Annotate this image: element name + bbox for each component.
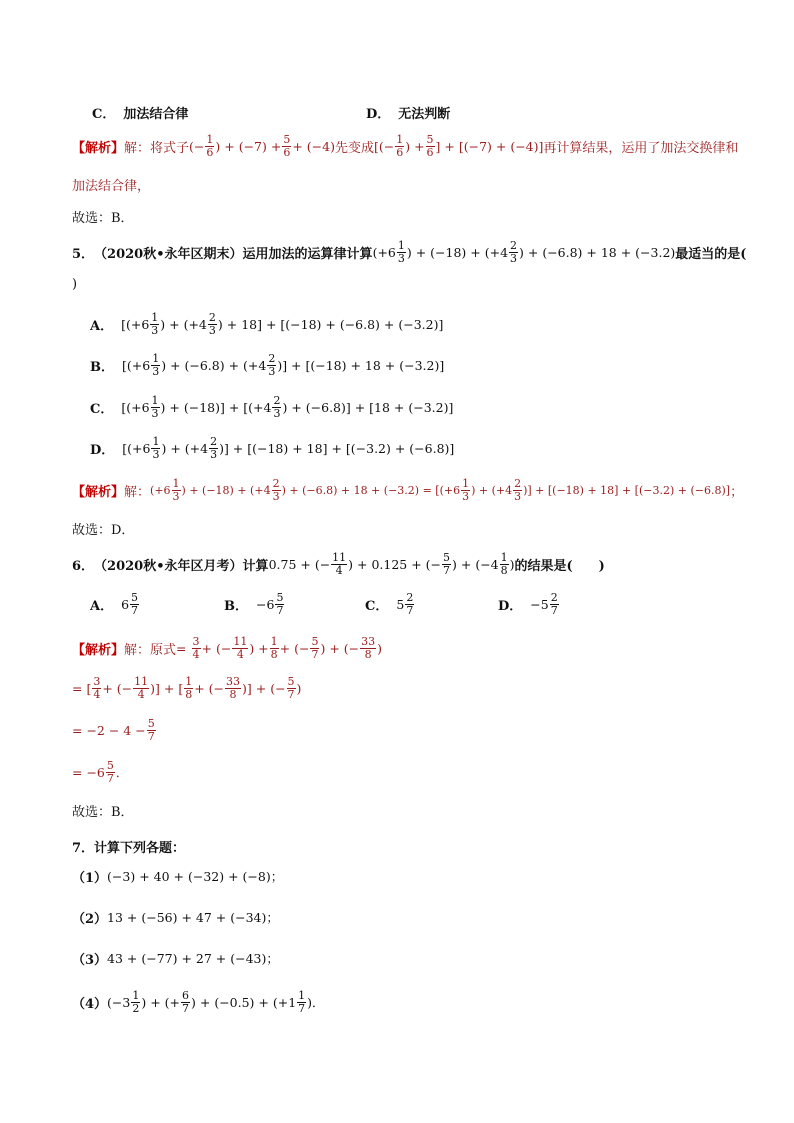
q4-analysis-expr2: [(− $\frac{1}{6}$ ) + $\frac{5}{6}$ ] + [(−7) + (−4)] (373, 132, 544, 159)
q6-option-b-label: B． (224, 598, 248, 614)
q4-analysis-suffix: 再计算结果，运用了加法交换律和 (543, 140, 739, 156)
q6-stem-text: 计算 (242, 558, 269, 574)
q4-analysis-line1 (72, 126, 738, 166)
q6-stem (72, 544, 605, 584)
q5-option-c-expr: [(+6 $\frac{1}{3}$ ) + (−18)] + [(+4 $\frac{2}{3}$ ) + (−6.8)] + [18 + (−3.2)] (121, 393, 454, 420)
q6-analysis-tag: 【解析】 (72, 642, 125, 658)
q7-item-4 (72, 982, 325, 1022)
q4-analysis-mid: 先变成 (334, 140, 374, 156)
q7-item-4-expr: (−3 $\frac{1}{2}$ ) + (+ $\frac{6}{7}$ ) + (−0.5) + (+1 $\frac{1}{7}$ )． (107, 988, 325, 1015)
q6-analysis-line4 (72, 752, 128, 792)
q6-source: （2020秋•永年区月考） (94, 558, 243, 574)
q6-stem-expr: 0.75 + (− $\frac{11}{4}$ ) + 0.125 + (− $\frac{5}{7}$ ) + (−4 $\frac{1}{8}$ ) (268, 550, 515, 577)
q6-option-c-value: 5 $\frac{2}{7}$ (396, 590, 414, 617)
q5-option-b-expr: [(+6 $\frac{1}{3}$ ) + (−6.8) + (+4 $\frac{2}{3}$ )] + [(−18) + 18 + (−3.2)] (122, 351, 445, 378)
q5-stem (72, 232, 746, 272)
q6-option-d-value: −5 $\frac{2}{7}$ (530, 590, 558, 617)
q5-option-b (90, 345, 444, 385)
q5-option-a-label: A． (90, 318, 114, 334)
q7-item-3-label: （3） (72, 952, 108, 968)
q5-option-c-label: C． (90, 401, 114, 417)
q5-source: （2020秋•永年区期末） (94, 246, 243, 262)
q4-option-c-text: 加法结合律 (123, 106, 189, 122)
q5-analysis-expr: (+6 $\frac{1}{3}$ ) + (−18) + (+4 $\frac{2}{3}$ ) + (−6.8) + 18 + (−3.2) = [(+6 $\frac{1}{3}$ ) + (+4 $\frac{2}{3}$ )] + [(−18) + 18] + [(−3.2) + (−6.8)] (150, 476, 731, 503)
q6-analysis-expr1: = $\frac{3}{4}$ + (− $\frac{11}{4}$ ) + $\frac{1}{8}$ + (− $\frac{5}{7}$ ) + (− $\frac{33}{8}$ ) (176, 634, 383, 661)
q6-option-b (224, 584, 285, 624)
q4-option-d-text: 无法判断 (398, 106, 451, 122)
q6-analysis-line3 (72, 710, 157, 750)
q5-option-a (90, 304, 443, 344)
q6-option-c-label: C． (365, 598, 389, 614)
q6-analysis-expr3: = −2 − 4 − $\frac{5}{7}$ (72, 716, 155, 743)
q7-item-3-expr: 43 + (−77) + 27 + (−43)； (107, 951, 279, 966)
q7-item-1 (72, 856, 283, 896)
q7-item-4-label: （4） (72, 996, 108, 1012)
q5-stem-text: 运用加法的运算律计算 (242, 246, 373, 262)
q6-analysis-line2 (72, 668, 301, 708)
q5-option-d-label: D． (90, 442, 115, 458)
q5-option-d-expr: [(+6 $\frac{1}{3}$ ) + (+4 $\frac{2}{3}$ )] + [(−18) + 18] + [(−3.2) + (−6.8)] (122, 434, 455, 461)
q4-analysis-expr1: (− $\frac{1}{6}$ ) + (−7) + $\frac{5}{6}$ + (−4) (189, 132, 335, 159)
q6-answer-text: 故选：B． (72, 804, 134, 820)
q6-stem-end: 的结果是( ) (514, 558, 605, 574)
q4-analysis-line2-text: 加法结合律， (72, 178, 151, 194)
q6-option-a (90, 584, 140, 624)
q5-answer (72, 508, 134, 548)
q5-stem-close-text: ) (72, 276, 78, 292)
q6-option-d-label: D． (498, 598, 523, 614)
q6-analysis-line1 (72, 628, 382, 668)
q5-option-a-expr: [(+6 $\frac{1}{3}$ ) + (+4 $\frac{2}{3}$ ) + 18] + [(−18) + (−6.8) + (−3.2)] (121, 310, 444, 337)
q5-stem-close (72, 264, 77, 304)
q7-number: 7． (72, 840, 95, 856)
q7-stem-text: 计算下列各题： (94, 840, 186, 856)
q5-number: 5． (72, 246, 95, 262)
q6-option-c (365, 584, 415, 624)
q6-analysis-expr4: = −6 $\frac{5}{7}$ ． (72, 758, 129, 785)
q7-item-3 (72, 938, 279, 978)
q4-analysis-tag: 【解析】 (72, 140, 125, 156)
q6-option-b-value: −6 $\frac{5}{7}$ (256, 590, 284, 617)
q6-analysis-expr2: = [ $\frac{3}{4}$ + (− $\frac{11}{4}$ )] + [ $\frac{1}{8}$ + (− $\frac{33}{8}$ )] + (− $\frac{5}{7}$ ) (72, 674, 302, 701)
q4-answer (72, 196, 134, 236)
q5-analysis-prefix: 解： (124, 484, 151, 500)
q6-number: 6． (72, 558, 95, 574)
q5-option-d (90, 428, 454, 468)
q7-item-1-label: （1） (72, 870, 108, 886)
q7-item-2 (72, 897, 279, 937)
q7-item-2-label: （2） (72, 911, 108, 927)
q6-option-d (498, 584, 560, 624)
q6-analysis-prefix: 解：原式 (124, 642, 177, 658)
q5-answer-text: 故选：D． (72, 522, 135, 538)
q6-option-a-label: A． (90, 598, 114, 614)
q6-answer (72, 790, 134, 830)
q7-item-1-expr: (−3) + 40 + (−32) + (−8)； (107, 869, 284, 884)
q5-stem-expr: (+6 $\frac{1}{3}$ ) + (−18) + (+4 $\frac{2}{3}$ ) + (−6.8) + 18 + (−3.2) (372, 238, 676, 265)
q7-item-2-expr: 13 + (−56) + 47 + (−34)； (107, 910, 279, 925)
q4-option-d-label: D． (366, 106, 391, 122)
q5-stem-end: 最适当的是( (675, 246, 747, 262)
q5-option-c (90, 387, 453, 427)
q4-option-c-label: C． (92, 106, 116, 122)
q5-analysis-end: ； (730, 484, 744, 500)
q4-analysis-prefix: 解：将式子 (124, 140, 190, 156)
q5-analysis-tag: 【解析】 (72, 484, 125, 500)
q4-answer-text: 故选：B． (72, 210, 134, 226)
q6-option-a-value: 6 $\frac{5}{7}$ (121, 590, 139, 617)
q5-analysis (72, 470, 743, 510)
q5-option-b-label: B． (90, 359, 114, 375)
